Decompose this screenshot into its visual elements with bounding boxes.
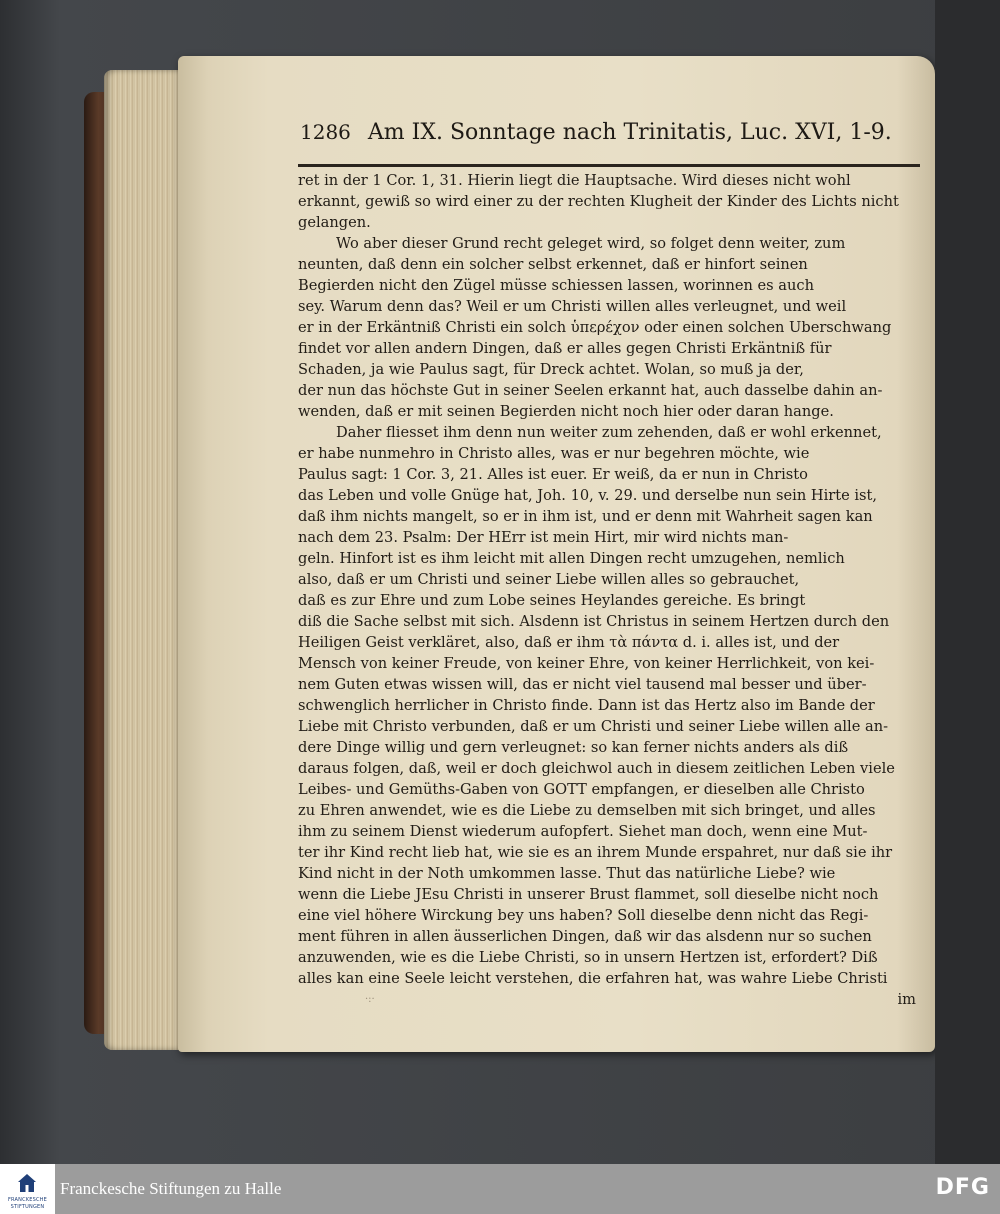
text-line: erkannt, gewiß so wird einer zu der rechten Klugheit der Kinder des Lichts nicht — [298, 193, 899, 210]
logo-text-line2: STIFTUNGEN — [10, 1204, 45, 1210]
text-line: schwenglich herrlicher in Christo finde. Dann ist das Hertz also im Bande der — [298, 697, 875, 714]
viewer-footer-bar — [0, 1164, 1000, 1214]
dfg-logo[interactable]: DFG — [935, 1175, 990, 1200]
logo-text-line1: FRANCKESCHE — [7, 1197, 48, 1203]
text-line: Kind nicht in der Noth umkommen lasse. Thut das natürliche Liebe? wie — [298, 865, 836, 882]
text-line: sey. Warum denn das? Weil er um Christi willen alles verleugnet, und weil — [298, 298, 847, 315]
text-line: ter ihr Kind recht lieb hat, wie sie es an ihrem Munde erspahret, nur daß sie ihr — [298, 844, 893, 861]
text-line: Wo aber dieser Grund recht geleget wird, so folget denn weiter, zum — [336, 235, 846, 252]
text-line: Mensch von keiner Freude, von keiner Ehre, von keiner Herrlichkeit, von kei- — [298, 655, 875, 672]
text-line: Schaden, ja wie Paulus sagt, für Dreck achtet. Wolan, so muß ja der, — [298, 361, 804, 378]
catchword: im — [897, 991, 916, 1008]
text-line: er in der Erkäntniß Christi ein solch ὑπερέχον oder einen solchen Uberschwang — [298, 319, 892, 336]
text-line: anzuwenden, wie es die Liebe Christi, so in unsern Hertzen ist, erfordert? Diß — [298, 949, 878, 966]
page-number: 1286 — [300, 120, 351, 144]
franckesche-stiftungen-logo[interactable] — [0, 1164, 55, 1214]
text-line: diß die Sache selbst mit sich. Alsdenn ist Christus in seinem Hertzen durch den — [298, 613, 890, 630]
text-line: dere Dinge willig und gern verleugnet: so kan ferner nichts anders als diß — [298, 739, 849, 756]
text-line: der nun das höchste Gut in seiner Seelen erkannt hat, auch dasselbe dahin an- — [298, 382, 883, 399]
text-line: daß es zur Ehre und zum Lobe seines Heylandes gereiche. Es bringt — [298, 592, 806, 609]
text-line: Heiligen Geist verkläret, also, daß er ihm τὰ πάντα d. i. alles ist, und der — [298, 634, 840, 651]
text-line: Daher fliesset ihm denn nun weiter zum zehenden, daß er wohl erkennet, — [336, 424, 882, 441]
text-line: Paulus sagt: 1 Cor. 3, 21. Alles ist euer. Er weiß, da er nun in Christo — [298, 466, 808, 483]
text-line: das Leben und volle Gnüge hat, Joh. 10, v. 29. und derselbe nun sein Hirte ist, — [298, 487, 878, 504]
text-line: Liebe mit Christo verbunden, daß er um Christi und seiner Liebe willen alle an- — [298, 718, 889, 735]
header-rule — [298, 164, 920, 167]
text-line: nem Guten etwas wissen will, das er nicht viel tausend mal besser und über- — [298, 676, 867, 693]
text-line: gelangen. — [298, 214, 371, 231]
text-line: Begierden nicht den Zügel müsse schiessen lassen, worinnen es auch — [298, 277, 814, 294]
running-title: Am IX. Sonntage nach Trinitatis, Luc. XVI, 1-9. — [367, 120, 892, 145]
text-line: geln. Hinfort ist es ihm leicht mit allen Dingen recht umzugehen, nemlich — [298, 550, 845, 567]
paper-speck: ·:· — [365, 994, 375, 1005]
page-body-text — [298, 170, 922, 1010]
text-line: also, daß er um Christi und seiner Liebe willen alles so gebrauchet, — [298, 571, 800, 588]
text-line: neunten, daß denn ein solcher selbst erkennet, daß er hinfort seinen — [298, 256, 808, 273]
text-line: ret in der 1 Cor. 1, 31. Hierin liegt die Hauptsache. Wird dieses nicht wohl — [298, 172, 851, 189]
building-logo-icon — [16, 1172, 38, 1194]
scan-background-right — [935, 0, 1000, 1164]
text-line: alles kan eine Seele leicht verstehen, die erfahren hat, was wahre Liebe Christi — [298, 970, 888, 987]
text-line: er habe nunmehro in Christo alles, was er nur begehren möchte, wie — [298, 445, 810, 462]
text-line: wenden, daß er mit seinen Begierden nicht noch hier oder daran hange. — [298, 403, 834, 420]
text-line: daraus folgen, daß, weil er doch gleichwol auch in diesem zeitlichen Leben viele — [298, 760, 895, 777]
text-line: wenn die Liebe JEsu Christi in unserer Brust flammet, soll dieselbe nicht noch — [298, 886, 879, 903]
running-header — [300, 120, 920, 160]
text-line: nach dem 23. Psalm: Der HErr ist mein Hirt, mir wird nichts man- — [298, 529, 789, 546]
text-line: ment führen in allen äusserlichen Dingen, daß wir das alsdenn nur so suchen — [298, 928, 872, 945]
text-line: Leibes- und Gemüths-Gaben von GOTT empfangen, er dieselben alle Christo — [298, 781, 865, 798]
text-line: ihm zu seinem Dienst wiederum aufopfert. Siehet man doch, wenn eine Mut- — [298, 823, 868, 840]
institution-name[interactable]: Franckesche Stiftungen zu Halle — [60, 1179, 282, 1198]
text-line: daß ihm nichts mangelt, so er in ihm ist, und er denn mit Wahrheit sagen kan — [298, 508, 873, 525]
text-line: zu Ehren anwendet, wie es die Liebe zu demselben mit sich bringet, und alles — [298, 802, 876, 819]
text-line: findet vor allen andern Dingen, daß er alles gegen Christi Erkäntniß für — [298, 340, 832, 357]
text-line: eine viel höhere Wirckung bey uns haben? Soll dieselbe denn nicht das Regi- — [298, 907, 869, 924]
